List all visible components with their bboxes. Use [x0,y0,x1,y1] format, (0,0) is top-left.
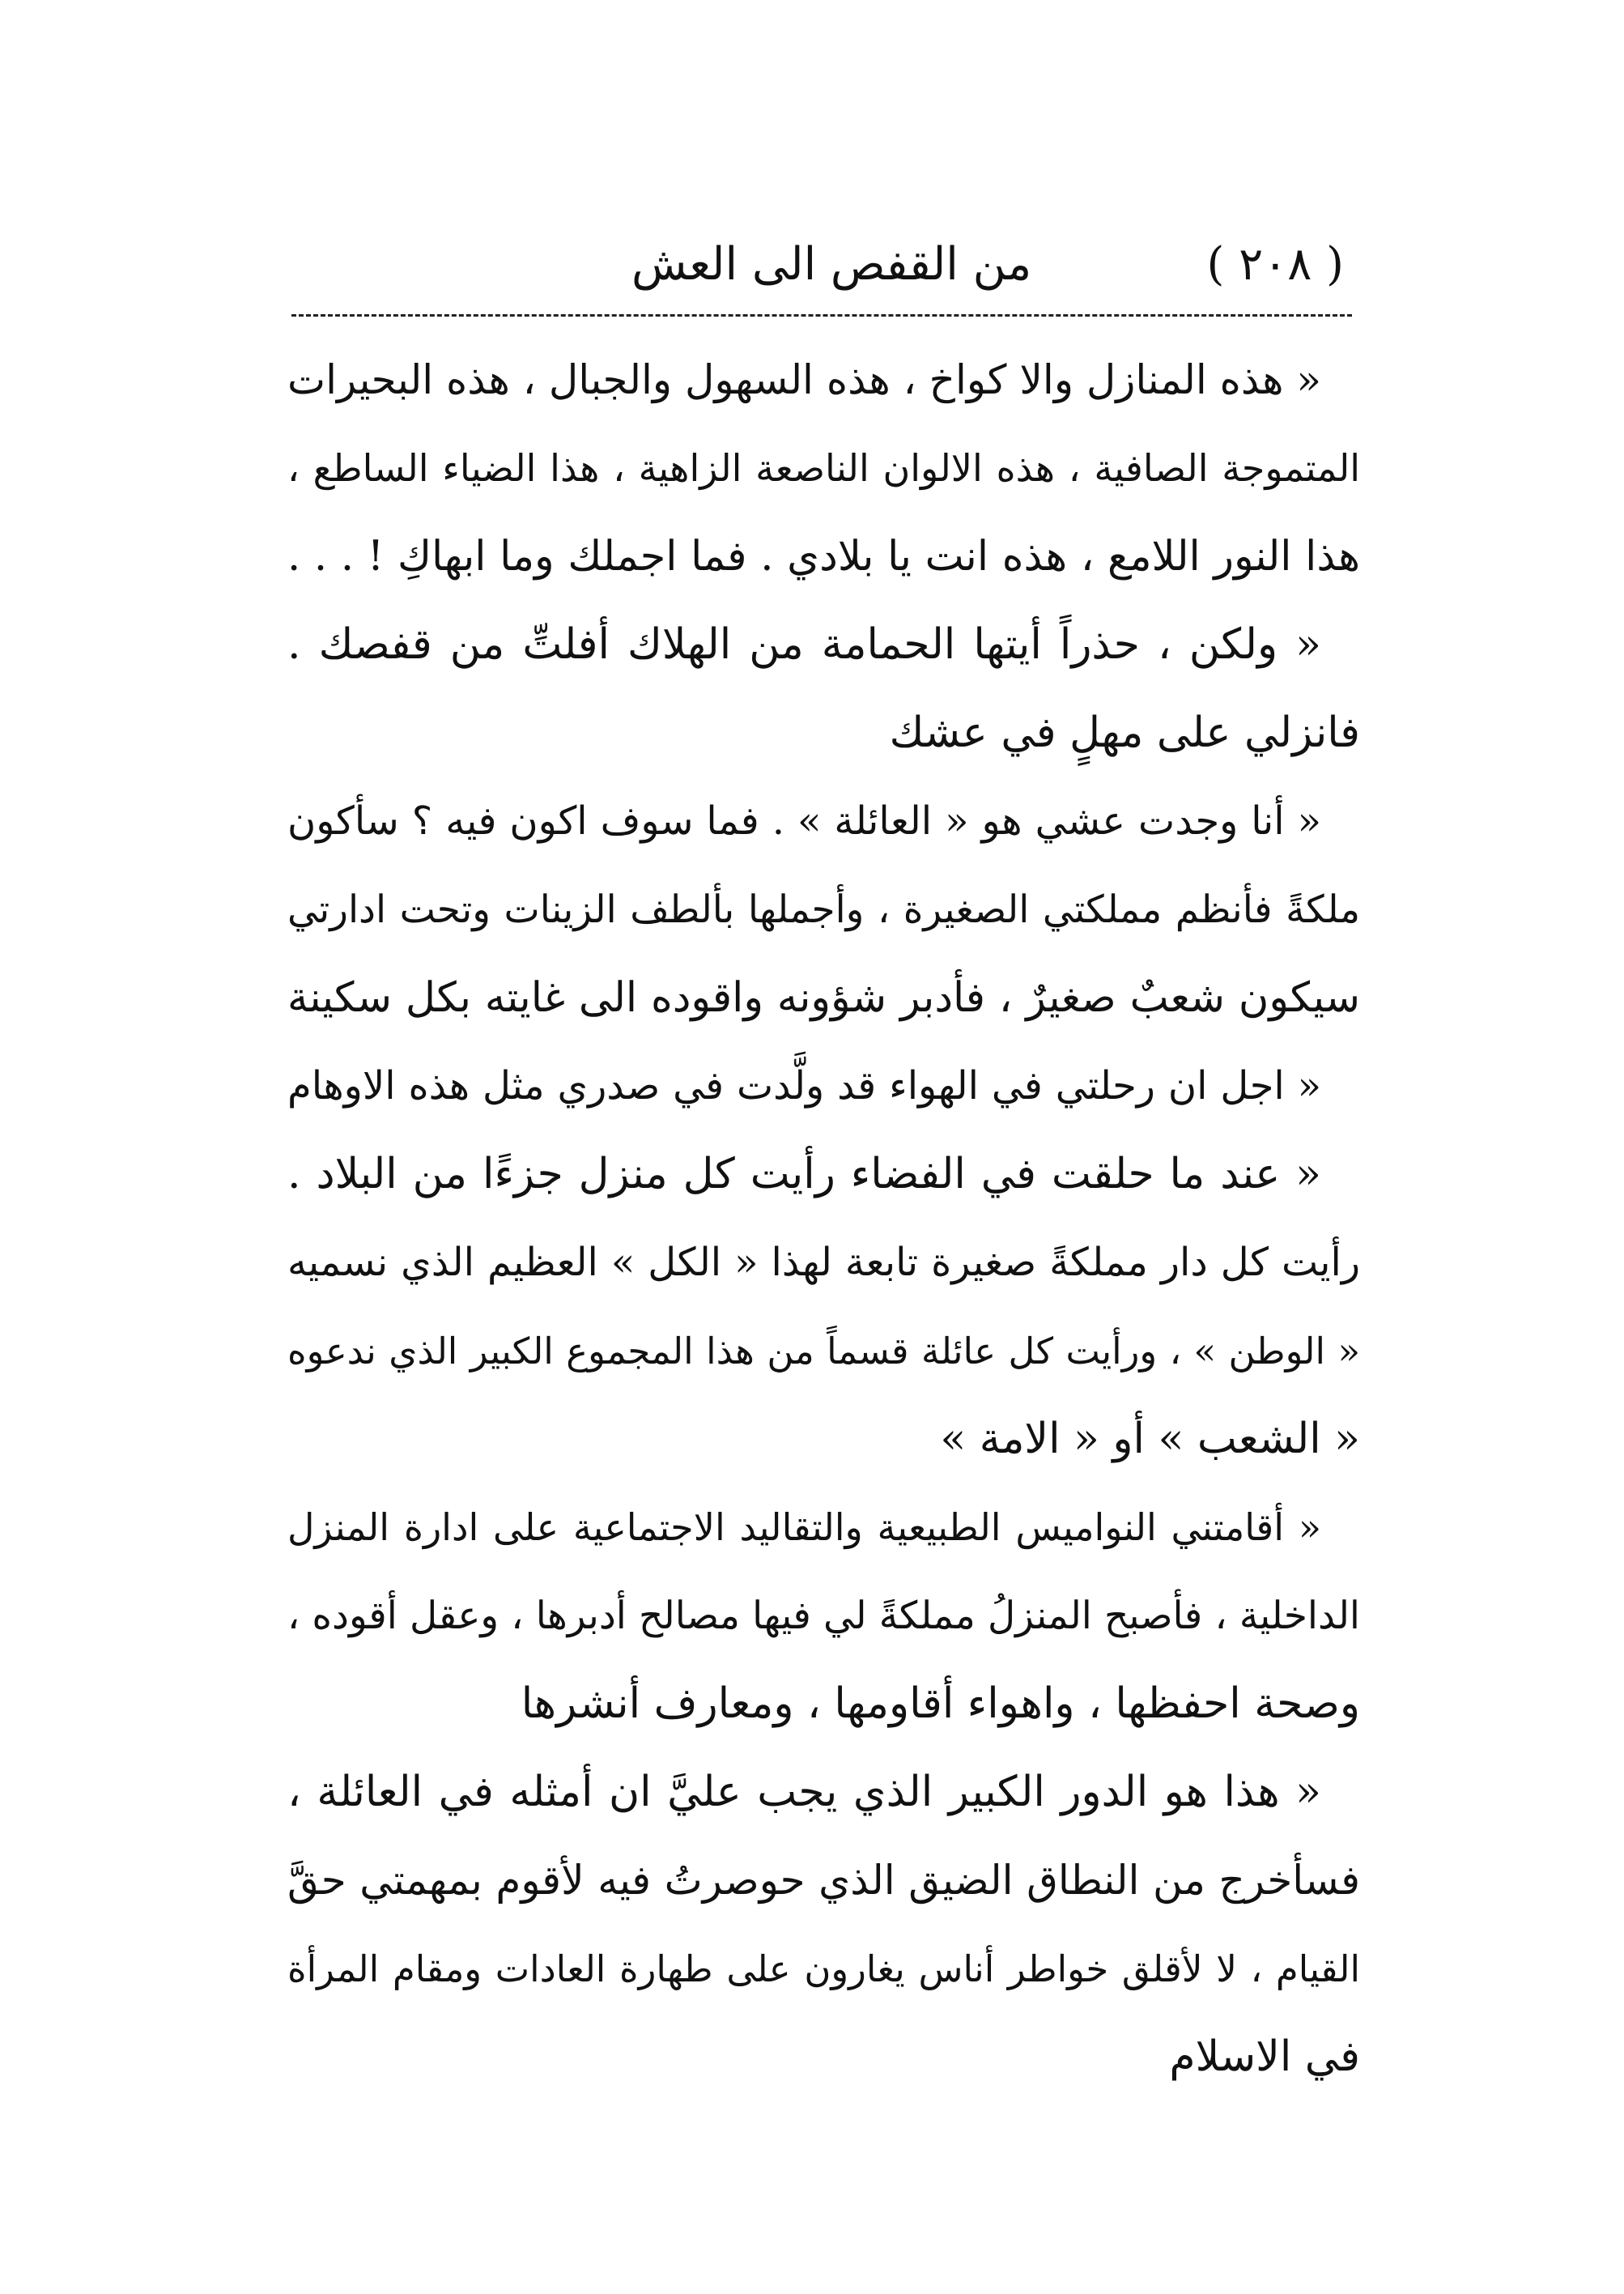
text-line: وصحة احفظها ، واهواء أقاومها ، ومعارف أنشرها [521,1679,1360,1728]
running-title: من القفص الى العش [631,238,1032,291]
text-line: فانزلي على مهلٍ في عشك [889,709,1360,757]
text-line: « أنا وجدت عشي هو « العائلة » . فما سوف اكون فيه ؟ سأكون [287,798,1321,844]
text-line: القيام ، لا لأقلق خواطر أناس يغارون على طهارة العادات ومقام المرأة [287,1947,1360,1990]
body-text [287,336,1360,2101]
paragraph [287,1748,1360,2101]
text-line: فسأخرج من النطاق الضيق الذي حوصرتُ فيه لأقوم بمهمتي حقَّ [287,1857,1360,1904]
paragraph [287,1130,1360,1483]
text-line: المتموجة الصافية ، هذه الالوان الناصعة الزاهية ، هذا الضياء الساطع ، [287,446,1360,490]
text-line: رأيت كل دار مملكةً صغيرة تابعة لهذا « الكل » العظيم الذي نسميه [287,1240,1360,1285]
paragraph [287,601,1360,777]
header-rule [291,314,1352,317]
text-line: الداخلية ، فأصبح المنزلُ مملكةً لي فيها مصالح أدبرها ، وعقل أقوده ، [287,1594,1360,1638]
page-header [291,227,1352,316]
text-line: في الاسلام [1169,2032,1360,2081]
text-line: هذا النور اللامع ، هذه انت يا بلادي . فما اجملك وما ابهاكِ ! . . . [287,533,1360,581]
paragraph [287,1042,1360,1130]
text-line: « الوطن » ، ورأيت كل عائلة قسماً من هذا المجموع الكبير الذي ندعوه [287,1330,1360,1373]
paragraph [287,777,1360,1042]
text-line: « الشعب » أو « الامة » [940,1415,1360,1463]
paragraph [287,1483,1360,1748]
text-line: « هذه المنازل والا كواخ ، هذه السهول والجبال ، هذه البحيرات [287,356,1322,403]
text-line: « هذا هو الدور الكبير الذي يجب عليَّ ان أمثله في العائلة ، [287,1768,1321,1816]
text-line: « ولكن ، حذراً أيتها الحمامة من الهلاك أفلتِّ من قفصك . [287,620,1321,669]
text-line: سيكون شعبٌ صغيرٌ ، فأدبر شؤونه واقوده الى غايته بكل سكينة [287,974,1360,1022]
text-line: « عند ما حلقت في الفضاء رأيت كل منزل جزءًا من البلاد . [287,1150,1321,1198]
paragraph [287,336,1360,601]
page-number: ( ٢٠٨ ) [1206,238,1344,291]
text-line: ملكةً فأنظم مملكتي الصغيرة ، وأجملها بألطف الزينات وتحت ادارتي [287,887,1360,932]
text-line: « أقامتني النواميس الطبيعية والتقاليد الاجتماعية على ادارة المنزل [287,1505,1321,1549]
text-line: « اجل ان رحلتي في الهواء قد ولَّدت في صدري مثل هذه الاوهام [287,1063,1321,1109]
